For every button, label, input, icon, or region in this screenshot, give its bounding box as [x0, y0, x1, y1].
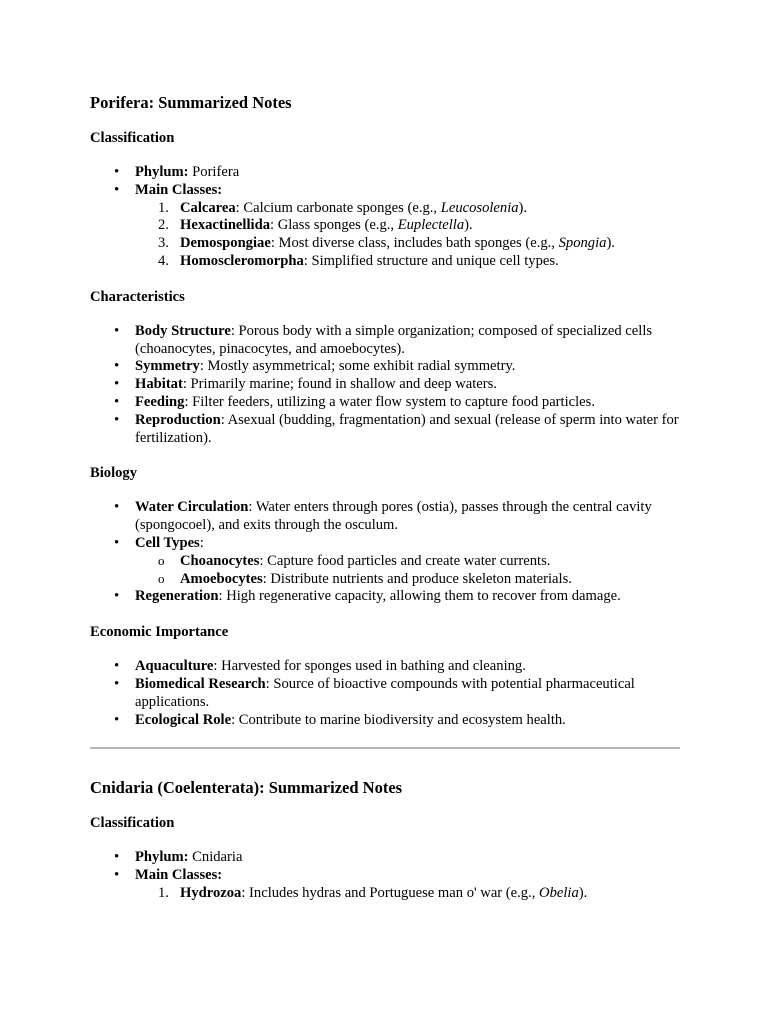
main-classes-label: Main Classes:: [135, 181, 223, 198]
list-item: [135, 588, 680, 606]
cnidaria-title: Cnidaria (Coelenterata): Summarized Notes: [90, 778, 403, 798]
list-item: [158, 199, 680, 218]
list-item: [135, 394, 680, 412]
phylum-label: Phylum:: [135, 164, 189, 180]
list-item: [135, 535, 680, 588]
porifera-biology-heading: Biology: [90, 465, 138, 482]
item-term: Reproduction: [135, 411, 221, 428]
class-description-end: ).: [606, 235, 615, 252]
item-term: Choanocytes: [180, 552, 260, 569]
list-item: [158, 884, 680, 903]
item-term: Biomedical Research: [135, 675, 266, 692]
porifera-classes-list: [135, 200, 680, 271]
main-classes-label: Main Classes:: [135, 867, 223, 884]
list-number: 3.: [158, 235, 169, 252]
list-number: 4.: [158, 252, 169, 269]
list-item: [135, 867, 680, 903]
list-item: [135, 849, 680, 867]
list-item: [135, 412, 680, 448]
phylum-value: Cnidaria: [188, 849, 243, 866]
item-term: Habitat: [135, 376, 183, 393]
item-term: Ecological Role: [135, 711, 232, 728]
class-description: : Includes hydras and Portuguese man o' war (e.g.,: [241, 884, 540, 901]
class-description-end: ).: [518, 199, 528, 216]
porifera-characteristics-heading: Characteristics: [90, 288, 185, 305]
item-text: : Asexual (budding, fragmentation) and sexual (release of sperm into water for fertilization).: [135, 411, 679, 446]
cell-types-list: [135, 553, 680, 589]
item-term: Cell Types: [135, 534, 200, 551]
list-item: [158, 252, 680, 271]
class-example: Obelia: [539, 884, 579, 901]
class-name: Hexactinellida: [180, 217, 270, 234]
item-text: :: [199, 534, 204, 551]
list-item: [135, 182, 680, 271]
item-term: Feeding: [135, 393, 185, 410]
item-text: : Distribute nutrients and produce skeleton materials.: [262, 570, 572, 587]
list-item: [135, 323, 680, 359]
class-name: Demospongiae: [180, 235, 271, 252]
porifera-classification-heading: Classification: [90, 130, 175, 146]
list-number: 1.: [158, 884, 169, 901]
item-text: : Filter feeders, utilizing a water flow system to capture food particles.: [184, 393, 595, 410]
porifera-classification-list: [90, 164, 680, 271]
cnidaria-classification-heading: Classification: [90, 815, 175, 832]
phylum-value: Porifera: [188, 164, 240, 180]
class-example: Euplectella: [397, 217, 465, 234]
item-text: : Harvested for sponges used in bathing and cleaning.: [213, 658, 526, 675]
item-term: Symmetry: [135, 358, 200, 375]
item-text: : Mostly asymmetrical; some exhibit radial symmetry.: [199, 358, 516, 375]
list-item: [158, 235, 680, 253]
section-divider: [90, 747, 680, 749]
cnidaria-classes-list: [135, 885, 680, 903]
list-item: [180, 571, 680, 589]
list-item: [135, 164, 680, 182]
list-item: [158, 217, 680, 235]
class-description-end: ).: [464, 217, 473, 234]
item-term: Aquaculture: [135, 658, 214, 675]
porifera-economic-heading: Economic Importance: [90, 624, 229, 641]
list-item: [135, 712, 680, 730]
class-description: : Glass sponges (e.g.,: [270, 217, 398, 234]
item-text: : Capture food particles and create water currents.: [259, 552, 551, 569]
list-item: [135, 658, 680, 676]
cnidaria-classification-list: [90, 849, 680, 902]
class-example: Spongia: [558, 235, 607, 252]
item-text: : Water enters through pores (ostia), passes through the central cavity (spongocoel), and exits through the osculum.: [135, 499, 652, 534]
class-name: Homoscleromorpha: [180, 252, 304, 269]
class-example: Leucosolenia: [440, 199, 519, 216]
item-term: Body Structure: [135, 322, 231, 339]
porifera-title: Porifera: Summarized Notes: [90, 93, 292, 112]
list-item: [180, 553, 680, 571]
item-text: : Source of bioactive compounds with potential pharmaceutical applications.: [135, 675, 635, 710]
document-content: [90, 92, 680, 919]
porifera-biology-list: [90, 499, 680, 606]
list-item: [135, 376, 680, 394]
class-name: Calcarea: [180, 199, 236, 216]
item-term: Regeneration: [135, 588, 219, 605]
list-number: 1.: [158, 199, 169, 216]
item-text: : Contribute to marine biodiversity and ecosystem health.: [231, 711, 566, 728]
class-description: : Most diverse class, includes bath sponges (e.g.,: [270, 235, 559, 252]
phylum-label: Phylum:: [135, 849, 189, 866]
item-text: : Primarily marine; found in shallow and deep waters.: [182, 376, 497, 393]
class-name: Hydrozoa: [180, 884, 242, 901]
item-text: : Porous body with a simple organization; composed of specialized cells (choanocytes, pinacocytes, and amoebocytes).: [135, 322, 653, 357]
porifera-characteristics-list: [90, 323, 680, 448]
list-item: [135, 499, 680, 535]
list-item: [135, 676, 680, 712]
list-item: [135, 358, 680, 376]
item-term: Water Circulation: [135, 499, 249, 516]
class-description-end: ).: [578, 884, 588, 901]
class-description: : Simplified structure and unique cell types.: [303, 252, 559, 269]
porifera-economic-list: [90, 658, 680, 729]
item-term: Amoebocytes: [180, 570, 263, 587]
list-number: 2.: [158, 217, 169, 234]
item-text: : High regenerative capacity, allowing them to recover from damage.: [218, 588, 621, 605]
class-description: : Calcium carbonate sponges (e.g.,: [235, 199, 441, 216]
